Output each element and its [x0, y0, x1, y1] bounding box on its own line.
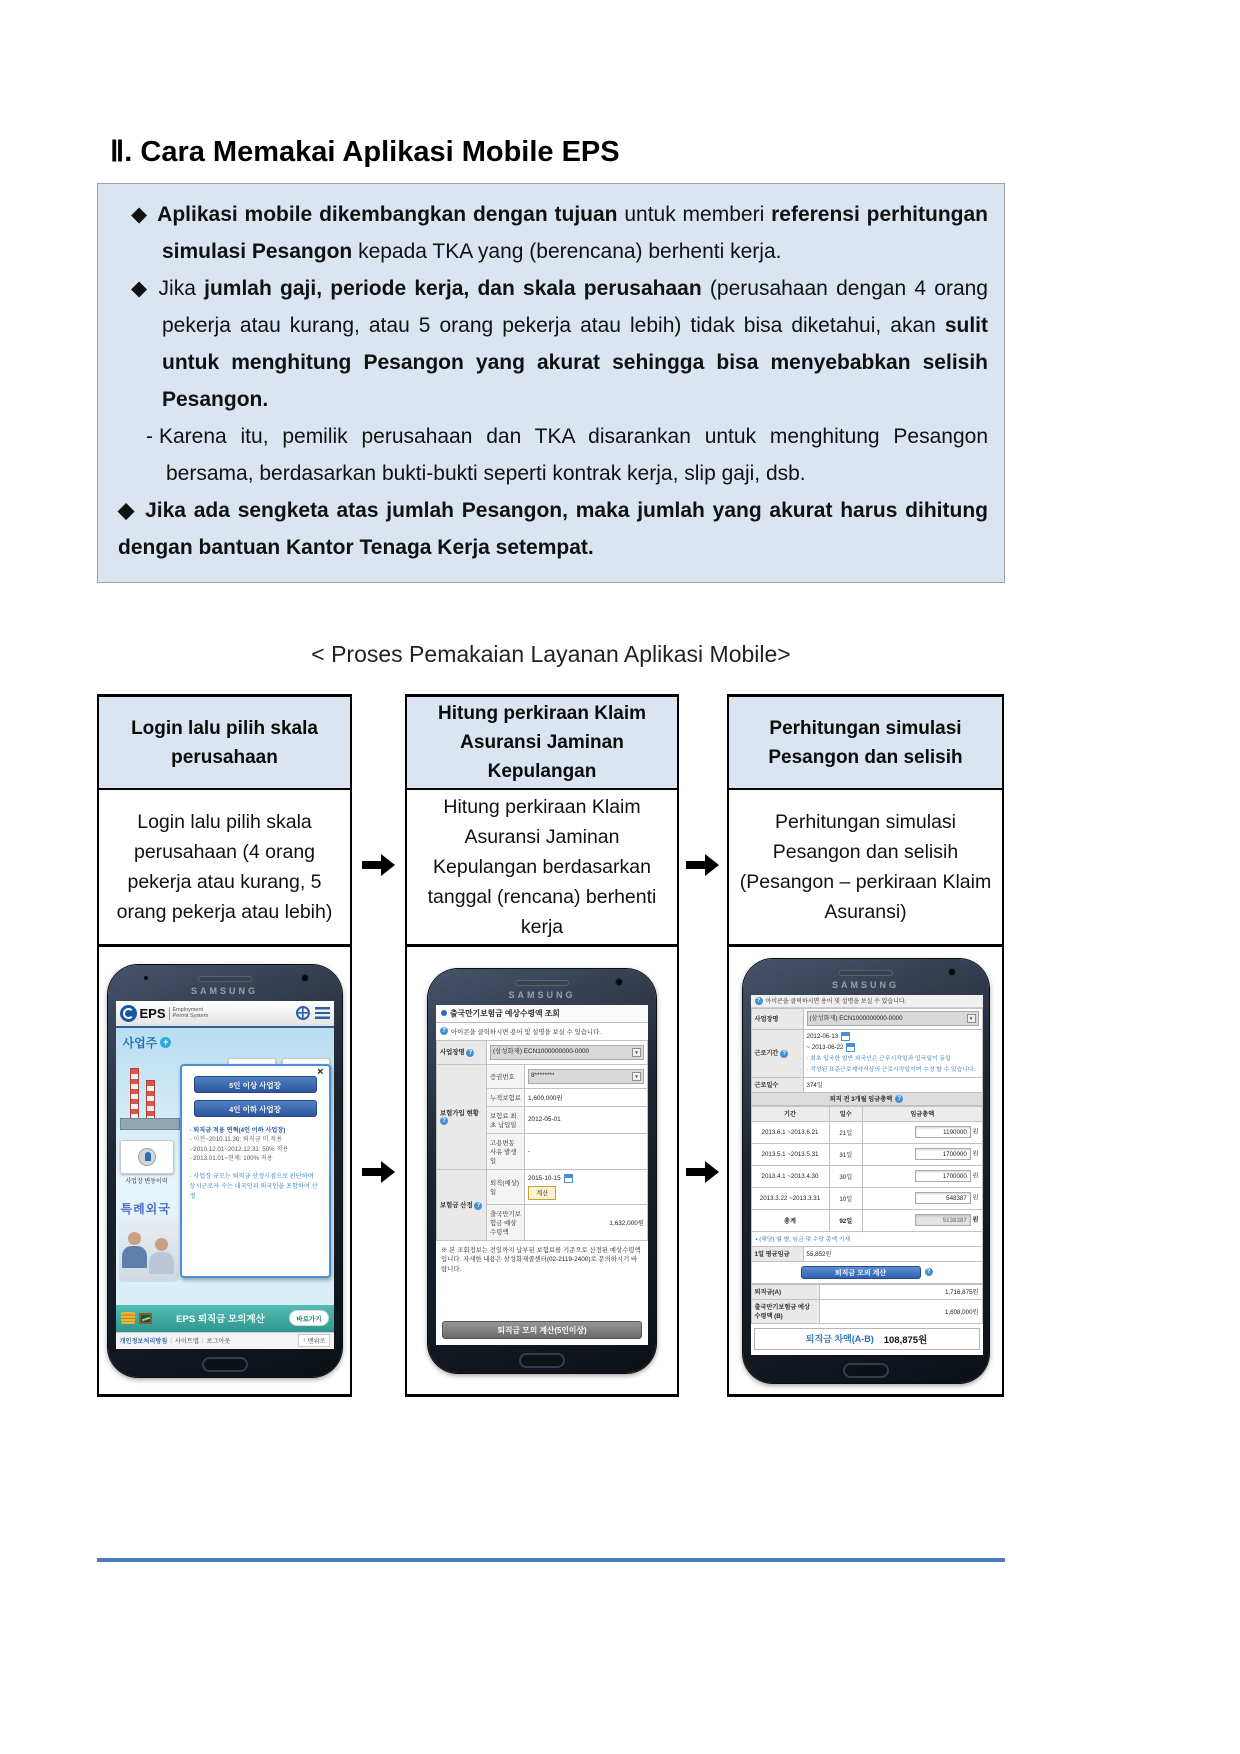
severance-a-value: 1,716,875원	[819, 1284, 982, 1299]
privacy-policy-link[interactable]: 개인정보처리방침	[119, 1338, 168, 1345]
amount-input[interactable]: 1700000	[915, 1170, 971, 1182]
flow-column-2	[405, 694, 679, 1397]
employment-change-value: -	[525, 1133, 648, 1169]
eps-sub-line2: Permit System	[172, 1013, 209, 1019]
daily-average-label: 1일 평균임금	[751, 1246, 803, 1261]
dropdown-arrow-icon[interactable]: ▼	[967, 1014, 976, 1023]
field-label: 근로기간	[754, 1050, 779, 1057]
card-face	[120, 1140, 174, 1174]
globe-marker-icon	[138, 1148, 156, 1166]
eps-logo-subtitle	[169, 1007, 209, 1020]
result-table	[751, 1284, 983, 1324]
period-cell: 2013.4.1 ~2013.4.30	[751, 1165, 829, 1187]
eps-logo-icon	[120, 1005, 137, 1022]
phone-3	[743, 959, 989, 1383]
employment-change-label: 고용변동 사유 발생일	[487, 1133, 525, 1169]
insurance-b-label: 출국만기보험금 예상수령액 (B)	[751, 1299, 819, 1323]
people-photo	[119, 1218, 179, 1282]
history-title: · 퇴직금 적용 연혁(4인 이하 사업장)	[189, 1126, 286, 1134]
amount-cell	[863, 1121, 982, 1143]
dash-bullet: -	[146, 425, 153, 448]
work-period-label-cell	[751, 1029, 803, 1077]
bullet-dot-icon	[441, 1010, 447, 1016]
field-label: 사업장명	[440, 1049, 465, 1056]
total-label: 총계	[751, 1209, 829, 1231]
table-row	[751, 1143, 982, 1165]
group-label: 보험금 산정	[440, 1201, 473, 1209]
speaker-icon	[515, 980, 569, 986]
phone-brand: SAMSUNG	[508, 989, 576, 1000]
factory-base	[120, 1118, 180, 1130]
diamond-bullet-icon: ◆	[131, 203, 149, 226]
under-4-workers-button[interactable]: 4인 이하 사업장	[194, 1100, 317, 1117]
amount-cell	[863, 1143, 982, 1165]
back-to-top-button[interactable]	[298, 1334, 329, 1347]
dropdown-arrow-icon[interactable]: ▼	[632, 1072, 641, 1081]
history-line: - 2013.01.01~현재: 100% 적용	[189, 1155, 273, 1162]
total-amount-readonly: 5138387	[915, 1214, 971, 1226]
wage-footnote: • (해당) 월 별, 임금 및 수당 총액 기재	[751, 1232, 983, 1246]
sitemap-link[interactable]: 사이트맵	[174, 1338, 199, 1345]
coins-icon	[121, 1312, 135, 1324]
sensor-icon	[144, 976, 148, 980]
amount-input[interactable]: 548387	[915, 1192, 971, 1204]
table-row	[751, 1008, 982, 1029]
hint-text: 아이콘을 클릭하시면 용어 및 설명을 보실 수 있습니다.	[765, 999, 907, 1005]
first-payment-label: 보험료 최초 납입일	[487, 1106, 525, 1133]
workplace-select[interactable]	[807, 1011, 979, 1026]
benefit-calc-group-label-cell	[437, 1169, 487, 1240]
workplace-change-history-button[interactable]	[120, 1140, 174, 1185]
severance-sim-button[interactable]: 퇴직금 모의 계산(5인이상)	[442, 1321, 642, 1339]
chart-board-icon	[139, 1313, 152, 1324]
selected-value: 8********	[531, 1072, 555, 1079]
menu-icon[interactable]	[315, 1007, 330, 1019]
phone-3-screen	[751, 995, 983, 1355]
table-row	[437, 1169, 648, 1204]
home-button[interactable]	[519, 1353, 565, 1368]
home-button[interactable]	[843, 1363, 889, 1378]
table-row	[751, 1165, 982, 1187]
days-cell: 30일	[829, 1165, 863, 1187]
column-header: 기간	[751, 1106, 829, 1121]
retire-date-value: 2015-10-15	[528, 1174, 561, 1182]
workplace-value-cell	[803, 1008, 982, 1029]
chimney-icon	[146, 1080, 155, 1120]
person-head	[128, 1232, 141, 1245]
work-info-table	[751, 1008, 983, 1093]
calculate-button[interactable]: 계산	[528, 1186, 556, 1200]
workplace-select[interactable]	[490, 1045, 644, 1060]
flow-step-2-screenshot	[407, 947, 677, 1394]
employer-section-label	[123, 1034, 172, 1051]
flow-step-1-header: Login lalu pilih skala perusahaan	[99, 697, 350, 790]
person-silhouette	[122, 1232, 147, 1268]
bold-text: referensi perhitungan simulasi Pesangon	[162, 203, 988, 263]
hint-row	[751, 995, 983, 1008]
diamond-bullet-icon: ◆	[131, 277, 150, 300]
info-icon[interactable]: ?	[474, 1202, 482, 1210]
period-cell: 2013.6.1 ~2013.6.21	[751, 1121, 829, 1143]
difference-label: 퇴직금 차액(A-B)	[805, 1334, 874, 1344]
flow-step-1-screenshot	[99, 947, 350, 1394]
period-start-value: 2012-06-13	[806, 1033, 839, 1041]
currency-unit: 원	[972, 1172, 979, 1180]
person-body	[122, 1246, 147, 1268]
body-text: Karena itu, pemilik perusahaan dan TKA disarankan untuk menghitung Pesangon bersama, berdasarkan bukti-bukti seperti kontrak kerja, slip gaji, dsb.	[159, 425, 988, 485]
workplace-label-cell: 사업장명	[751, 1008, 803, 1029]
flow-step-3-header: Perhitungan simulasi Pesangon dan selisih	[729, 697, 1002, 790]
wage-table	[751, 1106, 983, 1232]
expected-amount-label: 출국만기보험금 예상 수령액	[487, 1204, 525, 1240]
severance-sim-button[interactable]: 퇴직금 모의 계산	[801, 1266, 921, 1279]
hint-row	[436, 1023, 648, 1040]
table-row	[751, 1187, 982, 1209]
card-label: 사업장 변동이력	[125, 1178, 168, 1185]
difference-value: 108,875원	[883, 1334, 928, 1346]
summary-bullet-3	[114, 492, 988, 566]
expected-amount-value: 1,632,000원	[525, 1204, 648, 1240]
go-button[interactable]: 바로가기	[289, 1310, 328, 1326]
camera-icon	[949, 969, 955, 975]
info-icon[interactable]: ?	[780, 1050, 788, 1058]
summary-bullet-1	[114, 196, 988, 270]
flow-step-2-header: Hitung perkiraan Klaim Asuransi Jaminan Kepulangan	[407, 697, 677, 790]
flow-arrow-icon	[686, 854, 720, 876]
days-cell: 10일	[829, 1187, 863, 1209]
factory-illustration	[120, 1064, 184, 1130]
back-to-top-label: 맨위로	[307, 1338, 326, 1345]
flow-arrow-icon	[686, 1161, 720, 1183]
flow-arrow-icon	[362, 854, 396, 876]
screen-title: 출국만기보험금 예상수령액 조회	[450, 1008, 560, 1018]
policy-number-label: 증권번호	[487, 1064, 525, 1088]
body-text: untuk memberi	[617, 203, 772, 226]
flow-step-3-desc: Perhitungan simulasi Pesangon dan selisih (Pesangon – perkiraan Klaim Asuransi)	[729, 790, 1002, 947]
period-note: · 최초 입국한 일반 외국인은 근무시작일과 입국일이 동일	[806, 1055, 951, 1062]
flow-column-3	[727, 694, 1004, 1397]
divider: |	[201, 1337, 204, 1344]
table-row	[751, 1029, 982, 1077]
info-icon: ?	[440, 1027, 448, 1035]
first-payment-value: 2012-05-01	[525, 1106, 648, 1133]
over-5-workers-button[interactable]: 5인 이상 사업장	[194, 1076, 317, 1093]
table-row	[751, 1299, 982, 1323]
body-text: kepada TKA yang (berencana) berhenti kerja.	[352, 240, 782, 263]
cumulative-premium-label: 누적보험료	[487, 1088, 525, 1106]
process-caption: < Proses Pemakaian Layanan Aplikasi Mobile>	[311, 641, 791, 667]
body-text: Jika	[158, 277, 205, 300]
hint-text: 아이콘을 클릭하시면 용어 및 설명을 보실 수 있습니다.	[451, 1028, 602, 1036]
info-icon[interactable]: ?	[895, 1095, 903, 1103]
phone-brand: SAMSUNG	[831, 979, 899, 990]
period-start-line	[807, 1032, 979, 1041]
dropdown-arrow-icon[interactable]: ▼	[632, 1048, 641, 1057]
table-header-row	[751, 1106, 982, 1121]
retire-date-label: 퇴직(예상)일	[487, 1169, 525, 1204]
work-days-value: 374일	[803, 1077, 982, 1092]
info-icon: ?	[755, 997, 763, 1005]
table-row	[437, 1064, 648, 1088]
summary-bullet-2	[114, 270, 988, 418]
bold-text: sulit untuk menghitung Pesangon yang akurat sehingga bisa menyebabkan selisih Pesangon.	[162, 314, 988, 411]
amount-input[interactable]: 1700000	[915, 1148, 971, 1160]
history-line: - 이전~2010.11.30: 퇴직금 미 적용	[189, 1136, 283, 1143]
flow-arrow-icon	[362, 1161, 396, 1183]
section-title: 퇴직 전 3개월 임금총액	[829, 1096, 893, 1103]
employer-label-text: 사업주	[122, 1035, 158, 1050]
table-row	[751, 1284, 982, 1299]
calendar-icon[interactable]	[841, 1032, 850, 1041]
bold-text: jumlah gaji, periode kerja, dan skala perusahaan	[204, 277, 702, 300]
currency-unit: 원	[972, 1216, 979, 1224]
amount-cell	[863, 1187, 982, 1209]
column-header: 임금총액	[863, 1106, 982, 1121]
amount-cell	[863, 1165, 982, 1187]
table-row	[751, 1077, 982, 1092]
eps-home-body	[116, 1028, 334, 1305]
total-days: 92일	[829, 1209, 863, 1231]
insurance-form-table	[436, 1040, 648, 1241]
banner-text: EPS 퇴직금 모의계산	[176, 1314, 265, 1325]
days-cell: 21일	[829, 1121, 863, 1143]
retire-date-cell	[525, 1169, 648, 1204]
severance-a-label: 퇴직금(A)	[751, 1284, 819, 1299]
phone-2-screen	[436, 1005, 648, 1345]
up-arrow-icon: ↑	[302, 1337, 306, 1344]
header-icons	[296, 1006, 330, 1020]
difference-result-box	[754, 1328, 980, 1350]
severance-calc-banner[interactable]	[116, 1305, 334, 1332]
history-line: - 2010.12.01~2012.12.31: 50% 적용	[189, 1145, 289, 1153]
calendar-icon[interactable]	[564, 1174, 573, 1183]
plus-icon[interactable]: +	[160, 1037, 171, 1048]
speaker-icon	[198, 976, 252, 982]
insurance-group-label-cell	[437, 1064, 487, 1169]
calendar-icon[interactable]	[846, 1043, 855, 1052]
period-cell: 2013.5.1 ~2013.5.31	[751, 1143, 829, 1165]
wage-section-header	[751, 1093, 983, 1106]
body-text: (perusahaan dengan 4 orang pekerja atau kurang, atau 5 orang pekerja atau lebih) tidak bisa diketahui, akan	[162, 277, 988, 337]
currency-unit: 원	[972, 1194, 979, 1202]
selected-value: (삼성화재) ECN1000000000-0000	[493, 1048, 590, 1055]
period-note: · 작성된 표준근로계약서상의 근로시작일이며 수정 할 수 있습니다.	[806, 1066, 976, 1073]
table-total-row	[751, 1209, 982, 1231]
flow-gap	[352, 694, 405, 1397]
language-globe-icon[interactable]	[296, 1006, 310, 1020]
page-title: Ⅱ. Cara Memakai Aplikasi Mobile EPS	[110, 136, 620, 168]
info-icon[interactable]: ?	[440, 1117, 448, 1125]
diamond-bullet-icon: ◆	[118, 499, 137, 522]
period-end-line	[807, 1043, 979, 1052]
person-body	[149, 1252, 174, 1274]
workplace-label-cell	[437, 1040, 487, 1064]
special-foreigner-label: 특례외국	[120, 1201, 171, 1216]
workplace-value-cell	[487, 1040, 648, 1064]
column-header: 일수	[829, 1106, 863, 1121]
popup-notes	[190, 1126, 321, 1202]
summary-box	[97, 183, 1005, 583]
flow-step-2-desc: Hitung perkiraan Klaim Asuransi Jaminan Kepulangan berdasarkan tanggal (rencana) berhenti kerja	[407, 790, 677, 947]
info-icon[interactable]: ?	[925, 1268, 933, 1276]
policy-number-cell	[525, 1064, 648, 1088]
phone-1	[108, 965, 342, 1377]
flow-step-1-desc: Login lalu pilih skala perusahaan (4 orang pekerja atau kurang, 5 orang pekerja atau lebih)	[99, 790, 350, 947]
popup-footnote: · 사업장 규모는 퇴직금 산정시점으로 판단하며 상시근로자 수는 내국인과 외국인을 포함하여 산정	[189, 1172, 318, 1200]
notice-text: ※ 본 조회정보는 전일까지 납부된 보험료를 기준으로 산정된 예상수령액 입니다. 자세한 내용은 삼성화재콜센터(02-2119-2400)로 문의하시기 바랍니다.	[441, 1246, 641, 1273]
person-head	[155, 1238, 168, 1251]
group-label: 보험가입 현황	[440, 1110, 479, 1117]
daily-average-table	[751, 1246, 983, 1262]
summary-subnote	[114, 418, 988, 492]
camera-icon	[616, 979, 622, 985]
page-footer-rule	[97, 1558, 1005, 1562]
flow-gap	[679, 694, 727, 1397]
info-icon[interactable]: ?	[466, 1049, 474, 1057]
screen-title-bar	[436, 1005, 648, 1023]
divider: |	[170, 1337, 172, 1344]
policy-number-select[interactable]	[528, 1069, 644, 1084]
home-button[interactable]	[202, 1357, 248, 1372]
app-footer	[116, 1332, 334, 1349]
flow-step-3-screenshot	[729, 947, 1002, 1394]
camera-icon	[302, 975, 308, 981]
amount-input[interactable]: 1190000	[915, 1126, 971, 1138]
currency-unit: 원	[972, 1150, 979, 1158]
table-row	[437, 1040, 648, 1064]
chimney-icon	[130, 1068, 139, 1120]
period-end-value: ~ 2013-06-22	[806, 1044, 844, 1052]
eps-app-header	[116, 1001, 334, 1028]
currency-unit: 원	[972, 1128, 979, 1136]
total-amount-cell	[863, 1209, 982, 1231]
phone-1-screen	[116, 1001, 334, 1349]
work-days-label: 근로일수	[751, 1077, 803, 1092]
process-flow	[97, 694, 1004, 1397]
eps-sub-line1: Employment	[172, 1006, 204, 1013]
calc-button-row	[751, 1262, 983, 1284]
company-scale-popup	[180, 1064, 331, 1278]
person-silhouette	[149, 1238, 174, 1274]
bold-text: Jika ada sengketa atas jumlah Pesangon, maka jumlah yang akurat harus dihitung dengan bantuan Kantor Tenaga Kerja setempat.	[118, 499, 988, 559]
cumulative-premium-value: 1,600,000원	[525, 1088, 648, 1106]
close-icon[interactable]: ×	[317, 1065, 324, 1078]
work-period-cell	[803, 1029, 982, 1077]
selected-value: (삼성화재) ECN1000000000-0000	[809, 1014, 903, 1022]
speaker-icon	[839, 970, 893, 976]
insurance-b-value: 1,608,000원	[819, 1299, 982, 1323]
bold-text: Aplikasi mobile dikembangkan dengan tujuan	[157, 203, 618, 226]
eps-logo-text: EPS	[139, 1005, 166, 1021]
flow-column-1	[97, 694, 352, 1397]
daily-average-value: 55,852원	[803, 1246, 982, 1261]
period-cell: 2013.3.22 ~2013.3.31	[751, 1187, 829, 1209]
phone-2	[428, 969, 656, 1373]
days-cell: 31일	[829, 1143, 863, 1165]
table-row	[751, 1121, 982, 1143]
logout-link[interactable]: 로그아웃	[206, 1338, 231, 1345]
table-row	[751, 1246, 982, 1261]
phone-brand: SAMSUNG	[190, 985, 258, 996]
